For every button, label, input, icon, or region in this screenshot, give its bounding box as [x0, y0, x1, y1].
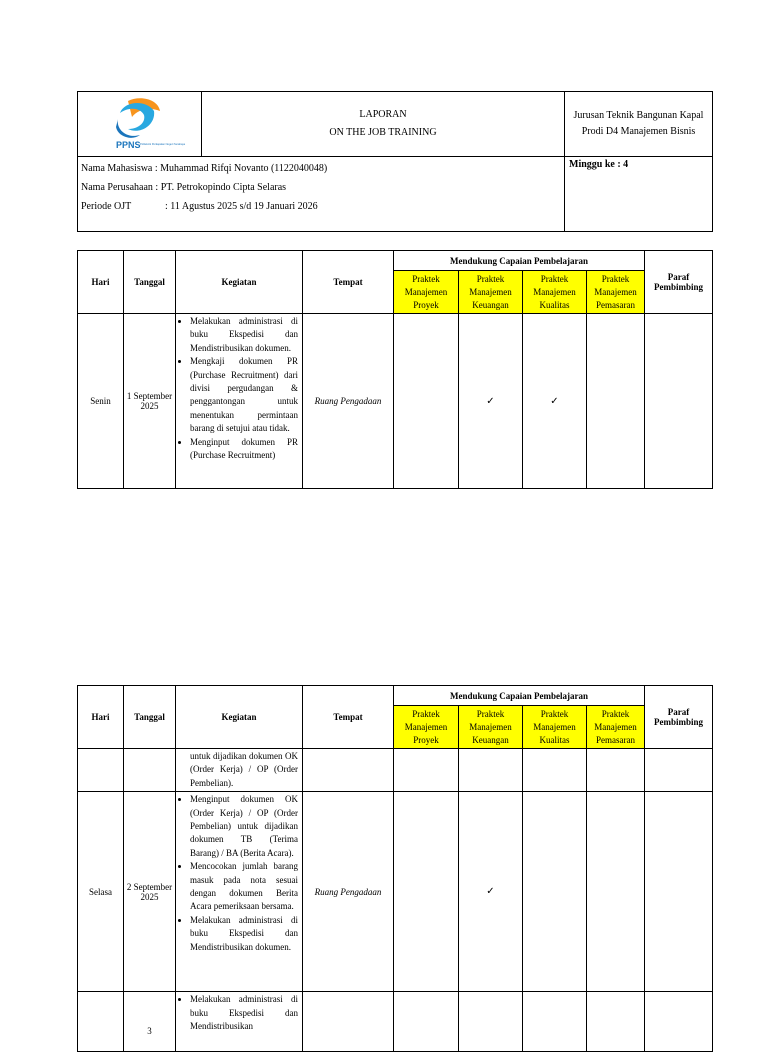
- col-paraf: Paraf Pembimbing: [645, 251, 713, 314]
- row-hari: Selasa: [78, 792, 124, 992]
- col-pemasaran: Praktek Manajemen Pemasaran: [587, 706, 645, 749]
- company-name: Nama Perusahaan : PT. Petrokopindo Cipta Selaras: [81, 182, 287, 193]
- table-row: [78, 792, 713, 992]
- title-line-1: LAPORAN: [359, 109, 407, 120]
- list-item: • Mencocokan jumlah barang masuk pada nota sesuai dengan dokumen Berita Acara pemeriksaan bersama.: [190, 860, 298, 914]
- row-kegiatan: [176, 749, 303, 792]
- period-value: : 11 Agustus 2025 s/d 19 Januari 2026: [165, 201, 318, 212]
- table-row: [78, 992, 713, 1052]
- col-kualitas: Praktek Manajemen Kualitas: [523, 271, 587, 314]
- cell-pemasaran: [587, 314, 645, 489]
- col-keuangan: Praktek Manajemen Keuangan: [459, 271, 523, 314]
- col-hari: Hari: [78, 686, 124, 749]
- table-row: [78, 749, 713, 792]
- cell-proyek: [394, 792, 459, 992]
- activity-table-1: [77, 250, 713, 489]
- logo-subtext: Politeknik Perkapalan Negeri Surabaya: [139, 142, 185, 146]
- cell-kualitas: [523, 792, 587, 992]
- ppns-logo-icon: [110, 95, 185, 151]
- student-info: [78, 157, 565, 232]
- col-kegiatan: Kegiatan: [176, 686, 303, 749]
- col-tanggal: Tanggal: [124, 251, 176, 314]
- row-hari: Senin: [78, 314, 124, 489]
- student-name: Nama Mahasiswa : Muhammad Rifqi Novanto (1122040048): [81, 163, 328, 174]
- cell-proyek: [394, 314, 459, 489]
- title-line-2: ON THE JOB TRAINING: [329, 127, 437, 138]
- table-row: [78, 314, 713, 489]
- col-tempat: Tempat: [303, 686, 394, 749]
- cell-paraf: [645, 792, 713, 992]
- row-kegiatan: [176, 792, 303, 992]
- report-title: [202, 92, 565, 157]
- col-kualitas: Praktek Manajemen Kualitas: [523, 706, 587, 749]
- activity-table-2: [77, 685, 713, 1052]
- col-capaian-group: Mendukung Capaian Pembelajaran: [394, 251, 645, 271]
- row-kegiatan: [176, 992, 303, 1052]
- col-kegiatan: Kegiatan: [176, 251, 303, 314]
- row-tanggal: 1 September 2025: [124, 314, 176, 489]
- continued-text: untuk dijadikan dokumen OK (Order Kerja) / OP (Order Pembelian).: [190, 751, 298, 788]
- cell-paraf: [645, 314, 713, 489]
- row-tanggal: 2 September 2025: [124, 792, 176, 992]
- logo-text: PPNS: [115, 139, 141, 150]
- col-capaian-group: Mendukung Capaian Pembelajaran: [394, 686, 645, 706]
- row-hari: [78, 992, 124, 1052]
- col-paraf: Paraf Pembimbing: [645, 686, 713, 749]
- list-item: • Mengkaji dokumen PR (Purchase Recruitment) dari divisi pergudangan & penggantongan untuk menentukan permintaan barang di setujui atau tidak.: [190, 355, 298, 435]
- program-line: Prodi D4 Manajemen Bisnis: [581, 126, 696, 137]
- row-kegiatan: [176, 314, 303, 489]
- cell-pemasaran: [587, 792, 645, 992]
- check-icon: ✓: [459, 792, 523, 992]
- week-number: Minggu ke : 4: [565, 157, 713, 232]
- col-keuangan: Praktek Manajemen Keuangan: [459, 706, 523, 749]
- list-item: • Melakukan administrasi di buku Ekspedisi dan Mendistribusikan dokumen.: [190, 315, 298, 355]
- row-tempat: Ruang Pengadaan: [303, 314, 394, 489]
- check-icon: ✓: [523, 314, 587, 489]
- list-item: • Menginput dokumen OK (Order Kerja) / OP (Order Pembelian) untuk dijadikan dokumen TB (Terima Barang) / BA (Berita Acara).: [190, 793, 298, 860]
- list-item: • Melakukan administrasi di buku Ekspedisi dan Mendistribusikan: [190, 993, 298, 1033]
- logo-cell: [78, 92, 202, 157]
- check-icon: ✓: [459, 314, 523, 489]
- col-tanggal: Tanggal: [124, 686, 176, 749]
- col-tempat: Tempat: [303, 251, 394, 314]
- col-hari: Hari: [78, 251, 124, 314]
- department-line: Jurusan Teknik Bangunan Kapal: [573, 110, 704, 121]
- list-item: • Melakukan administrasi di buku Ekspedisi dan Mendistribusikan dokumen.: [190, 914, 298, 954]
- col-pemasaran: Praktek Manajemen Pemasaran: [587, 271, 645, 314]
- report-header: [77, 91, 713, 232]
- col-proyek: Praktek Manajemen Proyek: [394, 706, 459, 749]
- row-tanggal: 3: [124, 992, 176, 1052]
- row-tempat: Ruang Pengadaan: [303, 792, 394, 992]
- department-info: [565, 92, 713, 157]
- ojt-period: [81, 197, 561, 216]
- col-proyek: Praktek Manajemen Proyek: [394, 271, 459, 314]
- list-item: • Menginput dokumen PR (Purchase Recruitment): [190, 436, 298, 463]
- period-label: Periode OJT: [81, 201, 132, 212]
